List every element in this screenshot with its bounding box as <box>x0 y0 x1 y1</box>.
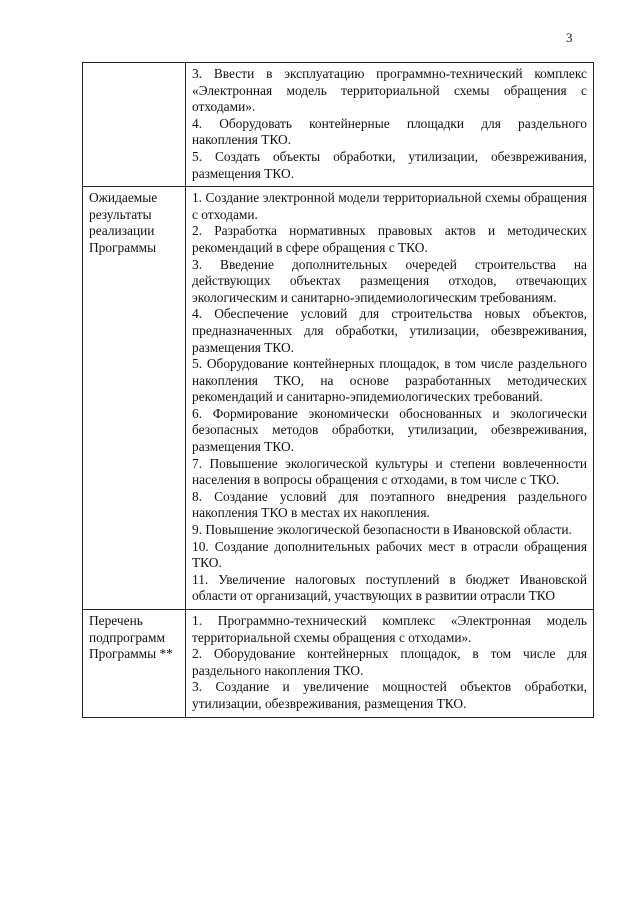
row-label <box>83 63 186 187</box>
list-item: 10. Создание дополнительных рабочих мест в отрасли обращения ТКО. <box>192 538 587 571</box>
table-row-expected-results <box>83 187 594 610</box>
list-item: 3. Ввести в эксплуатацию программно-технический комплекс «Электронная модель территориальной схемы обращения с отходами». <box>192 66 587 115</box>
table-row-subprograms <box>83 610 594 718</box>
list-item: 2. Оборудование контейнерных площадок, в том числе для раздельного накопления ТКО. <box>192 646 587 678</box>
list-item: 11. Увеличение налоговых поступлений в бюджет Ивановской области от организаций, участвующих в развитии отрасли ТКО <box>192 571 587 604</box>
row-content <box>186 63 594 187</box>
row-label: Ожидаемые результаты реализации Программы <box>83 187 186 610</box>
list-item: 4. Оборудовать контейнерные площадки для раздельного накопления ТКО. <box>192 115 587 148</box>
list-item: 5. Создать объекты обработки, утилизации, обезвреживания, размещения ТКО. <box>192 148 587 181</box>
list-item: 1. Создание электронной модели территориальной схемы обращения с отходами. <box>192 190 587 222</box>
list-item: 8. Создание условий для поэтапного внедрения раздельного накопления ТКО в местах их накопления. <box>192 488 587 521</box>
passport-table <box>82 62 594 718</box>
table-row-continuation <box>83 63 594 187</box>
row-content <box>186 610 594 718</box>
row-content <box>186 187 594 610</box>
list-item: 1. Программно-технический комплекс «Электронная модель территориальной схемы обращения с отходами». <box>192 613 587 645</box>
list-item: 3. Создание и увеличение мощностей объектов обработки, утилизации, обезвреживания, размещения ТКО. <box>192 679 587 711</box>
list-item: 4. Обеспечение условий для строительства новых объектов, предназначенных для обработки, утилизации, обезвреживания, размещения ТКО. <box>192 306 587 355</box>
list-item: 9. Повышение экологической безопасности в Ивановской области. <box>192 522 572 538</box>
list-item: 2. Разработка нормативных правовых актов и методических рекомендаций в сфере обращения с ТКО. <box>192 223 587 255</box>
list-item: 5. Оборудование контейнерных площадок, в том числе раздельного накопления ТКО, на основе разработанных методических рекомендаций и санитарно-эпидемиологических требований. <box>192 356 587 405</box>
row-label: Перечень подпрограмм Программы ** <box>83 610 186 718</box>
list-item: 6. Формирование экономически обоснованных и экологически безопасных методов обработки, утилизации, обезвреживания, размещения ТКО. <box>192 405 587 455</box>
page-number: 3 <box>566 30 573 45</box>
list-item: 7. Повышение экологической культуры и степени вовлеченности населения в вопросы обращения с отходами, в том числе с ТКО. <box>192 455 587 488</box>
list-item: 3. Введение дополнительных очередей строительства на действующих объектах размещения отходов, отвечающих экологическим и санитарно-эпидемиологическим требованиям. <box>192 256 587 305</box>
